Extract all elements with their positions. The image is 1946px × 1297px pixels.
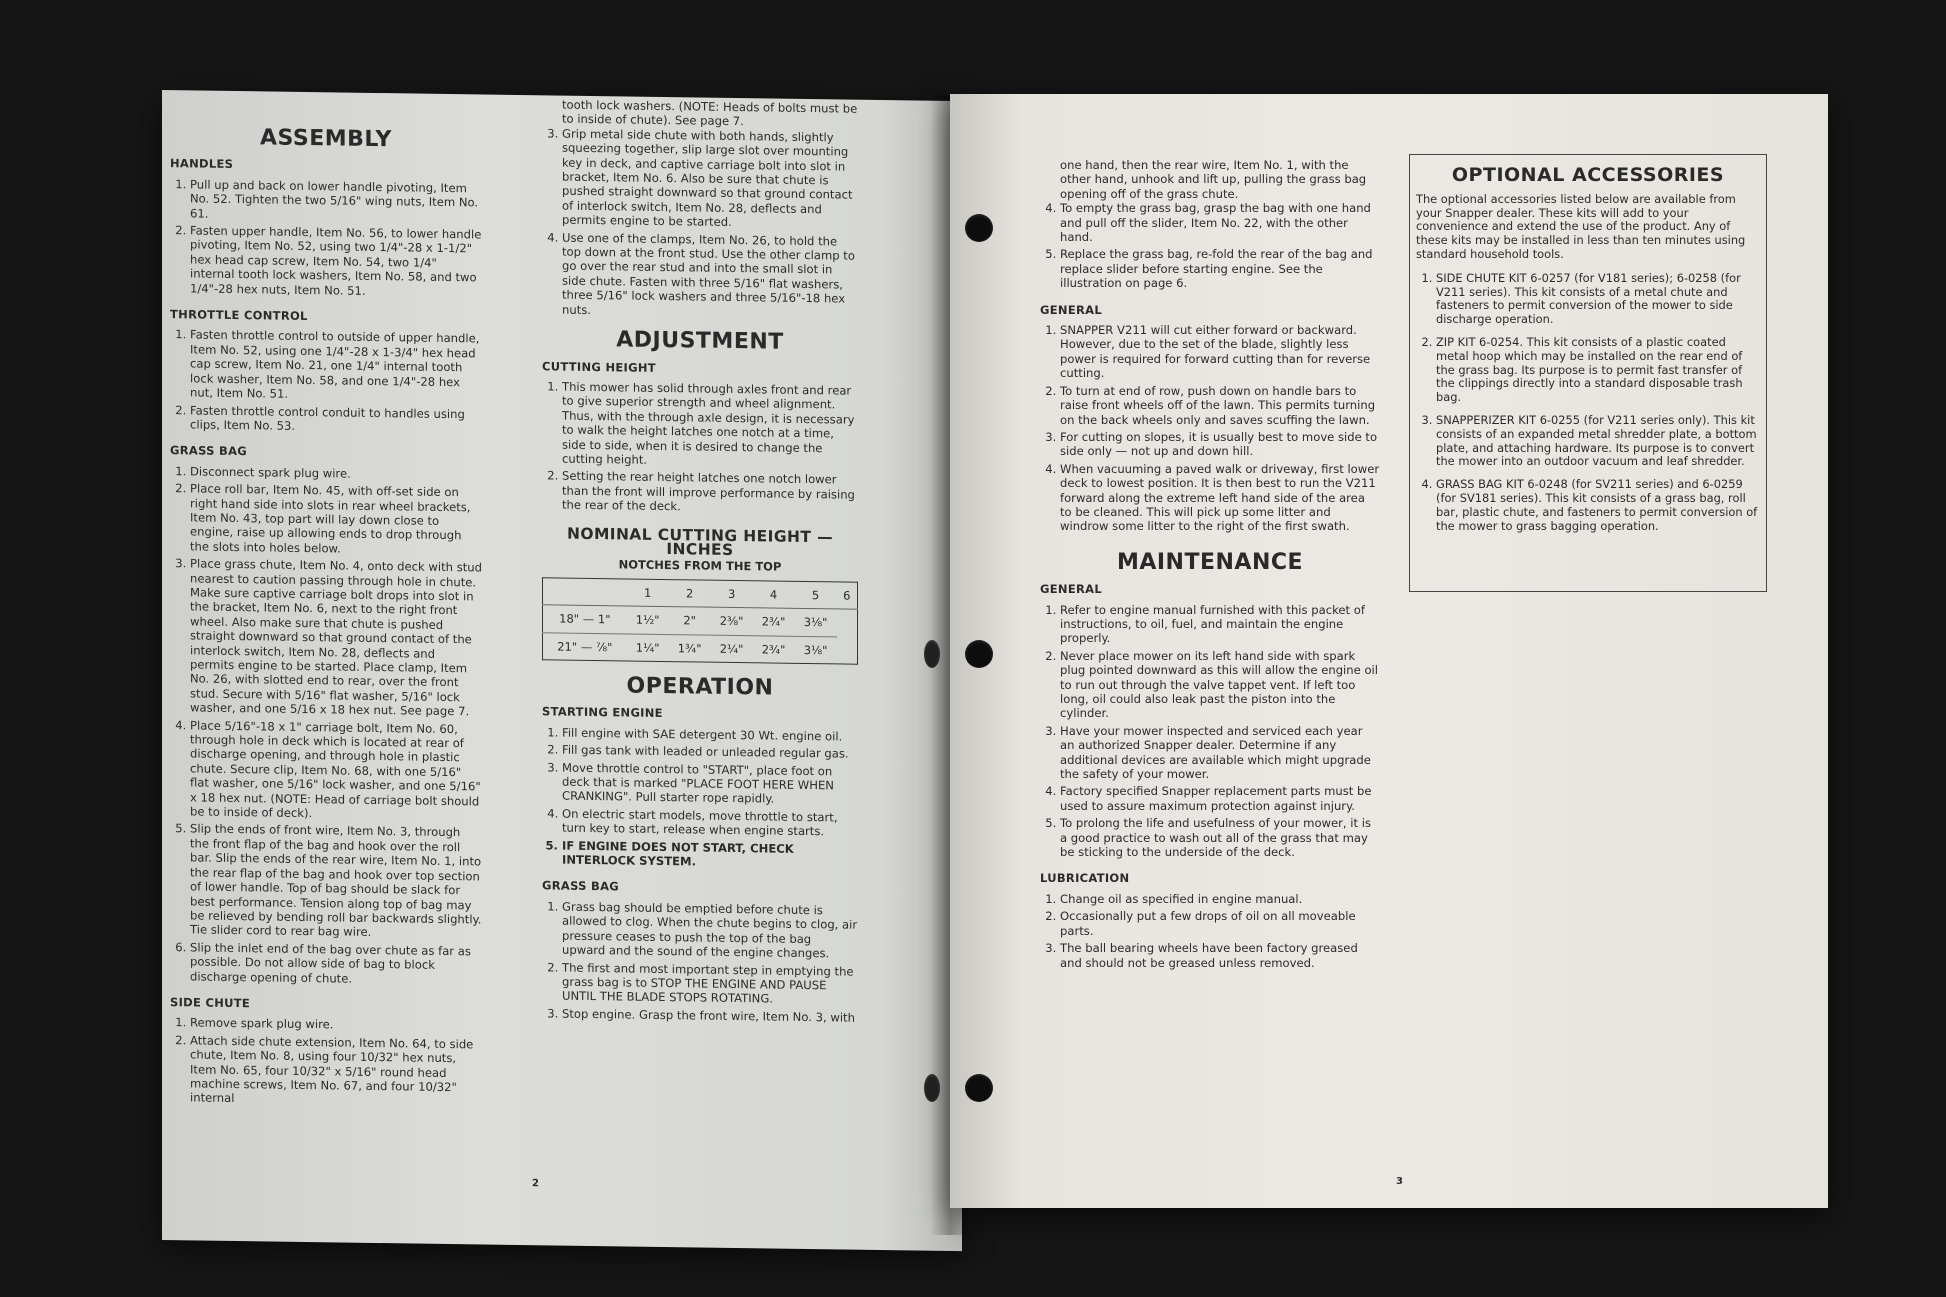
table-title: NOMINAL CUTTING HEIGHT — INCHES [567, 524, 833, 559]
maintenance-title: MAINTENANCE [1116, 549, 1304, 575]
list-item: 5. Replace the grass bag, re-fold the rear of the bag and replace slider before starting engine. See the illustration on page 6. [1060, 247, 1380, 290]
lubrication-list [1040, 892, 1380, 970]
op-grass-bag-list [542, 899, 858, 1025]
punch-hole [924, 640, 940, 668]
starting-engine-heading: STARTING ENGINE [542, 704, 663, 721]
list-item: 3. Move throttle control to "START", place foot on deck that is marked "PLACE FOOT HERE WHEN CRANKING". Pull starter rope rapidly. [562, 760, 858, 807]
table-row [543, 605, 858, 637]
list-item: 4. To empty the grass bag, grasp the bag with one hand and pull off the slider, Item No. 22, with the other hand. [1060, 201, 1380, 244]
table-cell: 3⅛" [795, 609, 837, 637]
list-item: 5. To prolong the life and usefulness of your mower, it is a good practice to wash out all of the grass that may be sticking to the underside of the deck. [1060, 816, 1380, 859]
list-item: 1. Remove spark plug wire. [190, 1016, 482, 1034]
list-item: 4. GRASS BAG KIT 6-0248 (for SV211 series) and 6-0259 (for SV181 series). This kit consists of a grass bag, roll bar, plastic chute, and fasteners to permit conversion of the mower to grass bagging operation. [1436, 478, 1760, 533]
table-cell: 18" — 1" [543, 605, 627, 634]
throttle-list [170, 328, 482, 436]
page-number-left: 2 [532, 1178, 539, 1190]
list-item: 2. Fasten upper handle, Item No. 56, to lower handle pivoting, Item No. 52, using two 1/4"-28 x 1-1/2" hex head cap screw, Item No. 54, two 1/4" internal tooth lock washers, Item No. 58, and two 1/4"-28 hex nuts, Item No. 51. [190, 223, 482, 299]
punch-hole [924, 1074, 940, 1102]
starting-engine-list [542, 725, 858, 871]
table-cell: 1¼" [635, 640, 660, 655]
list-item: 3. Grip metal side chute with both hands, slightly squeezing together, slip large slot over mounting key in deck, and captive carriage bolt into slot in bracket, Item No. 6. Also be sure that chute is pushed straight downward so that ground contact of interlock switch, Item No. 28, deflects and permits engine to be started. [562, 126, 858, 231]
table-subtitle: NOTCHES FROM THE TOP [618, 557, 782, 575]
adjustment-title: ADJUSTMENT [616, 327, 784, 355]
maint-general-heading: GENERAL [1040, 582, 1102, 597]
table-header-cell: 1 [627, 579, 669, 607]
list-item: 1. Fill engine with SAE detergent 30 Wt. engine oil. [562, 725, 858, 744]
cutting-height-table-block [542, 526, 858, 665]
lubrication-heading: LUBRICATION [1040, 871, 1130, 886]
cutting-height-heading: CUTTING HEIGHT [542, 358, 656, 375]
handles-heading: HANDLES [170, 156, 234, 172]
list-item: 2. Never place mower on its left hand side with spark plug pointed downward as this will allow the engine oil to run out through the valve tappet vent. If left too long, oil could also leak past the piston into the cylinder. [1060, 649, 1380, 721]
list-item: 3. Stop engine. Grasp the front wire, Item No. 3, with [562, 1006, 858, 1025]
list-item: 5. Slip the ends of front wire, Item No. 3, through the front flap of the bag and hook over the roll bar. Slip the ends of the rear wire, Item No. 1, into the rear flap of the bag and hook over top section of lower handle. Top of bag should be slack for best performance. Tension along top of bag may be relieved by bending roll bar backwards slightly. Tie slider cord to rear bag wire. [190, 822, 482, 941]
table-header-cell: 6 [837, 582, 858, 610]
table-header-cell: 2 [669, 579, 711, 607]
accessories-content [1416, 164, 1760, 542]
list-item: 2. The first and most important step in emptying the grass bag is to STOP THE ENGINE AND PAUSE UNTIL THE BLADE STOPS ROTATING. [562, 960, 858, 1007]
left-column-2 [542, 97, 858, 1028]
accessories-title: OPTIONAL ACCESSORIES [1451, 164, 1725, 186]
list-item: 5. IF ENGINE DOES NOT START, CHECK INTERLOCK SYSTEM. [562, 838, 858, 871]
table-header-cell: 5 [795, 581, 837, 609]
table-cell: 21" — ⅞" [557, 639, 613, 654]
table-header-cell: 4 [753, 581, 795, 609]
side-chute-list [170, 1015, 482, 1109]
operation-title: OPERATION [626, 673, 774, 701]
table-header-cell [543, 578, 627, 607]
list-item: 3. The ball bearing wheels have been factory greased and should not be greased unless removed. [1060, 941, 1380, 970]
list-item: 2. ZIP KIT 6-0254. This kit consists of a plastic coated metal hoop which may be installed on the rear end of the grass bag. Its purpose is to permit fast transfer of the clippings directly into a standard disposable trash bag. [1436, 336, 1760, 405]
punch-hole [965, 214, 993, 242]
list-item: 2. Attach side chute extension, Item No. 64, to side chute, Item No. 8, using four 10/32" hex nuts, Item No. 65, four 10/32" x 5/16" round head machine screws, Item No. 67, and four 10/32" internal [190, 1033, 482, 1109]
grass-bag-continued-list [1040, 201, 1380, 290]
list-item: 4. When vacuuming a paved walk or driveway, first lower deck to lowest position. It is then best to run the V211 forward along the extreme left hand side of the area to be cleaned. This will pick up some litter and windrow some litter to the right of the first swath. [1060, 462, 1380, 534]
continuation-text: one hand, then the rear wire, Item No. 1, with the other hand, unhook and lift up, pulling the grass bag opening off of the grass chute. [1060, 158, 1367, 201]
table-cell: 2¼" [719, 641, 744, 656]
list-item: 3. Have your mower inspected and serviced each year an authorized Snapper dealer. Determine if any additional devices are available which might upgrade the safety of your mower. [1060, 724, 1380, 782]
table-header-cell: 3 [711, 580, 753, 608]
list-item: 1. Change oil as specified in engine manual. [1060, 892, 1380, 906]
table-row [543, 632, 858, 664]
table-cell: 2" [669, 607, 711, 635]
list-item: 1. Refer to engine manual furnished with this packet of instructions, to oil, fuel, and maintain the engine properly. [1060, 603, 1380, 646]
list-item: 3. For cutting on slopes, it is usually best to move side to side only — not up and down hill. [1060, 430, 1380, 459]
list-item: 2. Fill gas tank with leaded or unleaded regular gas. [562, 743, 858, 762]
right-column-1 [1040, 158, 1380, 973]
accessories-list [1416, 272, 1760, 534]
maint-general-list [1040, 603, 1380, 860]
table-cell: 3⅛" [803, 642, 828, 657]
side-chute-heading: SIDE CHUTE [170, 995, 251, 1011]
side-chute-continued-list [542, 126, 858, 321]
list-item: 6. Slip the inlet end of the bag over chute as far as possible. Do not allow side of bag to block discharge opening of chute. [190, 940, 482, 987]
assembly-title: ASSEMBLY [260, 125, 392, 153]
general-list [1040, 323, 1380, 534]
table-cell: 1¾" [677, 640, 702, 656]
op-grass-bag-heading: GRASS BAG [542, 878, 620, 894]
table-header-row [543, 578, 858, 610]
page-number-right: 3 [1396, 1176, 1403, 1187]
list-item: 4. On electric start models, move throttle to start, turn key to start, release when engine starts. [562, 806, 858, 839]
list-item: 3. Place grass chute, Item No. 4, onto deck with stud nearest to caution passing through hole in chute. Make sure captive carriage bolt drops into slot in the bracket, Item No. 6, next to the right front wheel. Also make sure that chute is pushed straight downward so that ground contact of the interlock switch, Item No. 28, deflects and permits engine to be started. Place clamp, Item No. 26, with slotted end to rear, over the front stud. Secure with 5/16" flat washer, 5/16" lock washer, and one 5/16 x 18 hex nut. See page 7. [190, 557, 482, 720]
list-item: 1. Grass bag should be emptied before chute is allowed to clog. When the chute begins to clog, air pressure ceases to push the top of the bag upward and the sound of the engine changes. [562, 899, 858, 961]
left-page [162, 90, 962, 1251]
list-item: 2. Setting the rear height latches one notch lower than the front will improve performance by raising the rear of the deck. [562, 469, 858, 516]
left-column-1 [170, 125, 482, 1112]
list-item: 1. This mower has solid through axles front and rear to give superior strength and wheel alignment. Thus, with the through axle design, it is necessary to walk the height latches one notch at a time, side to side, when it is desired to change the cutting height. [562, 379, 858, 470]
list-item: 2. Occasionally put a few drops of oil on all moveable parts. [1060, 909, 1380, 938]
table-cell: 2⅜" [711, 607, 753, 635]
list-item: 1. SNAPPER V211 will cut either forward or backward. However, due to the set of the blade, slightly less power is required for forward cutting than for reverse cutting. [1060, 323, 1380, 381]
punch-hole [965, 640, 993, 668]
cutting-height-table [542, 577, 858, 665]
cutting-height-list [542, 379, 858, 516]
general-heading: GENERAL [1040, 302, 1102, 317]
continuation-text: tooth lock washers. (NOTE: Heads of bolts must be to inside of chute). See page 7. [562, 97, 858, 129]
punch-hole [965, 1074, 993, 1102]
list-item: 4. Use one of the clamps, Item No. 26, to hold the top down at the front stud. Use the other clamp to go over the rear stud and into the small slot in side chute. Fasten with three 5/16" flat washers, three 5/16" lock washers and three 5/16"-18 hex nuts. [562, 230, 858, 321]
table-cell: 2¾" [761, 641, 786, 657]
accessories-intro: The optional accessories listed below are available from your Snapper dealer. These kits will add to your convenience and extend the use of the product. Any of these kits may be installed in less than ten minutes using standard household tools. [1416, 191, 1746, 261]
optional-accessories-box [1409, 154, 1767, 592]
grass-bag-heading: GRASS BAG [170, 443, 248, 459]
list-item: 1. Fasten throttle control to outside of upper handle, Item No. 52, using one 1/4"-28 x 1-3/4" hex head cap screw, Item No. 21, one 1/4" internal tooth lock washer, Item No. 58, and one 1/4"-28 hex nut, Item No. 51. [190, 328, 482, 404]
throttle-heading: THROTTLE CONTROL [170, 307, 308, 324]
list-item: 2. To turn at end of row, push down on handle bars to raise front wheels off of the lawn. This permits turning on the back wheels only and saves scuffing the lawn. [1060, 384, 1380, 427]
grass-bag-list [170, 464, 482, 988]
list-item: 2. Place roll bar, Item No. 45, with off-set side on right hand side into slots in rear wheel brackets, Item No. 43, top part will lay down close to engine, raise up allowing ends to drop through the slots into holes below. [190, 482, 482, 558]
list-item: 1. Pull up and back on lower handle pivoting, Item No. 52. Tighten the two 5/16" wing nuts, Item No. 61. [190, 177, 482, 224]
list-item: 4. Place 5/16"-18 x 1" carriage bolt, Item No. 60, through hole in deck which is located at rear of discharge opening, and through hole in plastic chute. Secure clip, Item No. 68, with one 5/16" flat washer, one 5/16" lock washer, and one 5/16" x 18 hex nut. (NOTE: Head of carriage bolt should be to inside of deck). [190, 718, 482, 823]
handles-list [170, 177, 482, 300]
list-item: 3. SNAPPERIZER KIT 6-0255 (for V211 series only). This kit consists of an expanded metal shredder plate, a bottom plate, and attaching hardware. Its purpose is to convert the mower into an outdoor vacuum and leaf shredder. [1436, 414, 1760, 469]
table-cell: 2¾" [753, 608, 795, 636]
list-item: 1. SIDE CHUTE KIT 6-0257 (for V181 series); 6-0258 (for V211 series). This kit consists of a metal chute and fasteners to permit conversion of the mower to side discharge operation. [1436, 272, 1760, 327]
list-item: 2. Fasten throttle control conduit to handles using clips, Item No. 53. [190, 403, 482, 436]
list-item: 1. Disconnect spark plug wire. [190, 464, 482, 482]
list-item: 4. Factory specified Snapper replacement parts must be used to assure maximum protection against injury. [1060, 784, 1380, 813]
table-cell: 1½" [627, 606, 669, 634]
